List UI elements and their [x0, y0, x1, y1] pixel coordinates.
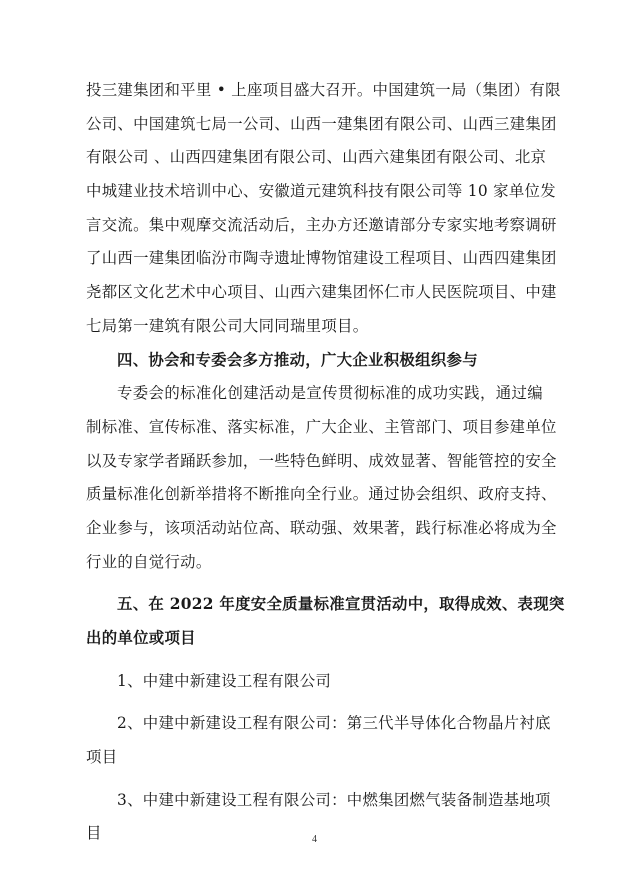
paragraph-line: 七局第一建筑有限公司大同同瑞里项目。 [86, 316, 369, 335]
section-4-heading: 四、协会和专委会多方推动，广大企业积极组织参与 [117, 350, 478, 369]
section-5-list [86, 665, 551, 851]
paragraph-line: 企业参与，该项活动站位高、联动强、效果著，践行标准必将成为全 [86, 518, 557, 537]
section-5-heading [86, 588, 565, 655]
list-item-line: 项目 [86, 748, 118, 767]
heading-line: 出的单位或项目 [86, 629, 196, 647]
paragraph-line: 尧都区文化艺术中心项目、山西六建集团怀仁市人民医院项目、中建 [86, 283, 557, 302]
document-body [86, 74, 565, 851]
list-item-line: 2、中建中新建设工程有限公司：第三代半导体化合物晶片衬底 [117, 714, 551, 733]
paragraph-line: 有限公司 、山西四建集团有限公司、山西六建集团有限公司、北京 [86, 148, 547, 167]
list-item-line: 3、中建中新建设工程有限公司：中燃集团燃气装备制造基地项 [117, 790, 551, 809]
paragraph-line: 质量标准化创新举措将不断推向全行业。通过协会组织、政府支持、 [86, 485, 557, 504]
paragraph-1 [86, 74, 561, 344]
paragraph-line: 制标准、宣传标准、落实标准，广大企业、主管部门、项目参建单位 [86, 417, 557, 436]
paragraph-line: 投三建集团和平里 • 上座项目盛大召开。中国建筑一局（集团）有限 [86, 81, 561, 99]
paragraph-line: 了山西一建集团临汾市陶寺遗址博物馆建设工程项目、山西四建集团 [86, 249, 557, 268]
page-number: 4 [312, 834, 317, 845]
section-4-paragraph [86, 377, 557, 579]
paragraph-line: 以及专家学者踊跃参加，一些特色鲜明、成效显著、智能管控的安全 [86, 451, 557, 470]
heading-line: 五、在 2022 年度安全质量标准宣贯活动中，取得成效、表现突 [117, 595, 565, 614]
paragraph-line: 中城建业技术培训中心、安徽道元建筑科技有限公司等 10 家单位发 [86, 182, 556, 201]
list-item [86, 707, 551, 774]
list-item [86, 665, 543, 699]
paragraph-line: 言交流。集中观摩交流活动后，主办方还邀请部分专家实地考察调研 [86, 215, 557, 234]
list-item-line: 目 [86, 824, 102, 843]
paragraph-line: 专委会的标准化创建活动是宣传贯彻标准的成功实践，通过编 [117, 384, 543, 403]
paragraph-line: 公司、中国建筑七局一公司、山西一建集团有限公司、山西三建集团 [86, 114, 557, 133]
paragraph-line: 行业的自觉行动。 [86, 552, 212, 571]
list-item-line: 1、中建中新建设工程有限公司 [117, 671, 332, 690]
